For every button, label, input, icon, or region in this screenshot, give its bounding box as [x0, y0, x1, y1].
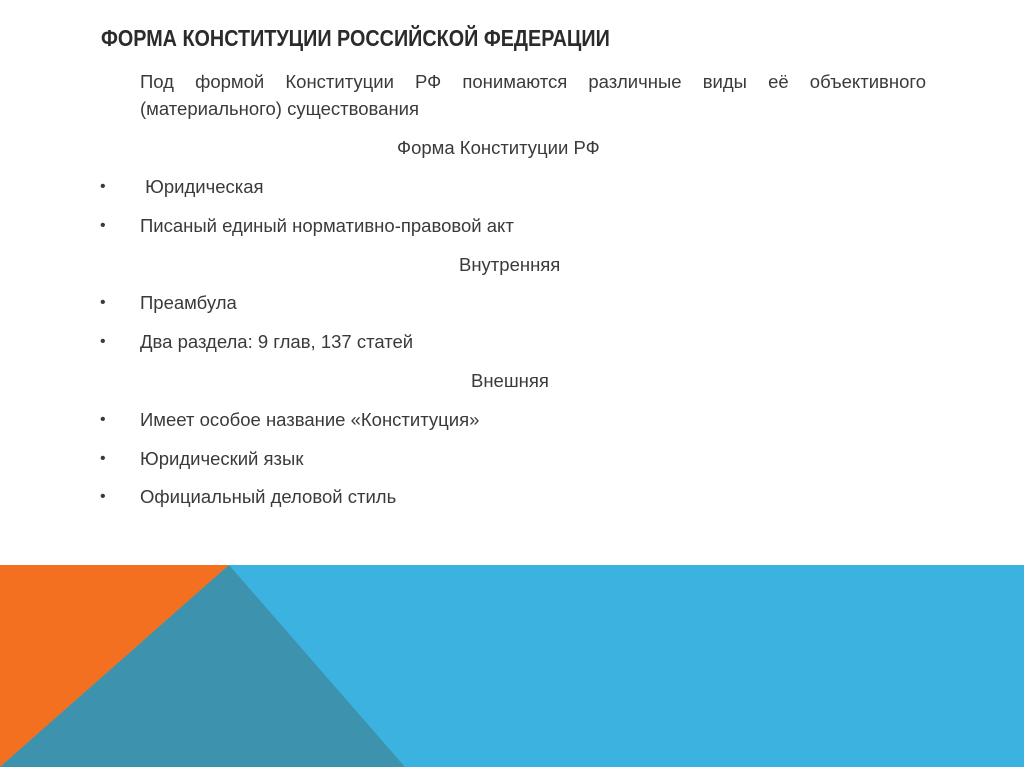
bullet-icon: •	[100, 217, 106, 234]
bullet-icon: •	[100, 450, 106, 467]
section-heading-external: Внешняя	[471, 370, 549, 391]
list-item-text: Юридическая	[140, 176, 264, 197]
section-heading-form: Форма Конституции РФ	[397, 137, 600, 158]
slide-title: ФОРМА КОНСТИТУЦИИ РОССИЙСКОЙ ФЕДЕРАЦИИ	[101, 25, 610, 51]
bullet-icon: •	[100, 294, 106, 311]
bullet-icon: •	[100, 488, 106, 505]
section-heading-internal: Внутренняя	[459, 254, 561, 275]
bullet-icon: •	[100, 178, 106, 195]
list-item-text: Официальный деловой стиль	[140, 486, 397, 507]
list-item-text: Имеет особое название «Конституция»	[140, 409, 480, 430]
decorative-footer-band	[0, 565, 1024, 767]
bullet-icon: •	[100, 411, 106, 428]
bullet-icon: •	[100, 333, 106, 350]
list-item-text: Юридический язык	[140, 448, 304, 469]
list-item-text: Преамбула	[140, 292, 237, 313]
intro-paragraph: Под формой Конституции РФ понимаются различные виды её объективного (материального) существования	[140, 71, 926, 119]
list-item-text: Писаный единый нормативно-правовой акт	[140, 215, 514, 236]
list-item-text: Два раздела: 9 глав, 137 статей	[140, 331, 414, 352]
